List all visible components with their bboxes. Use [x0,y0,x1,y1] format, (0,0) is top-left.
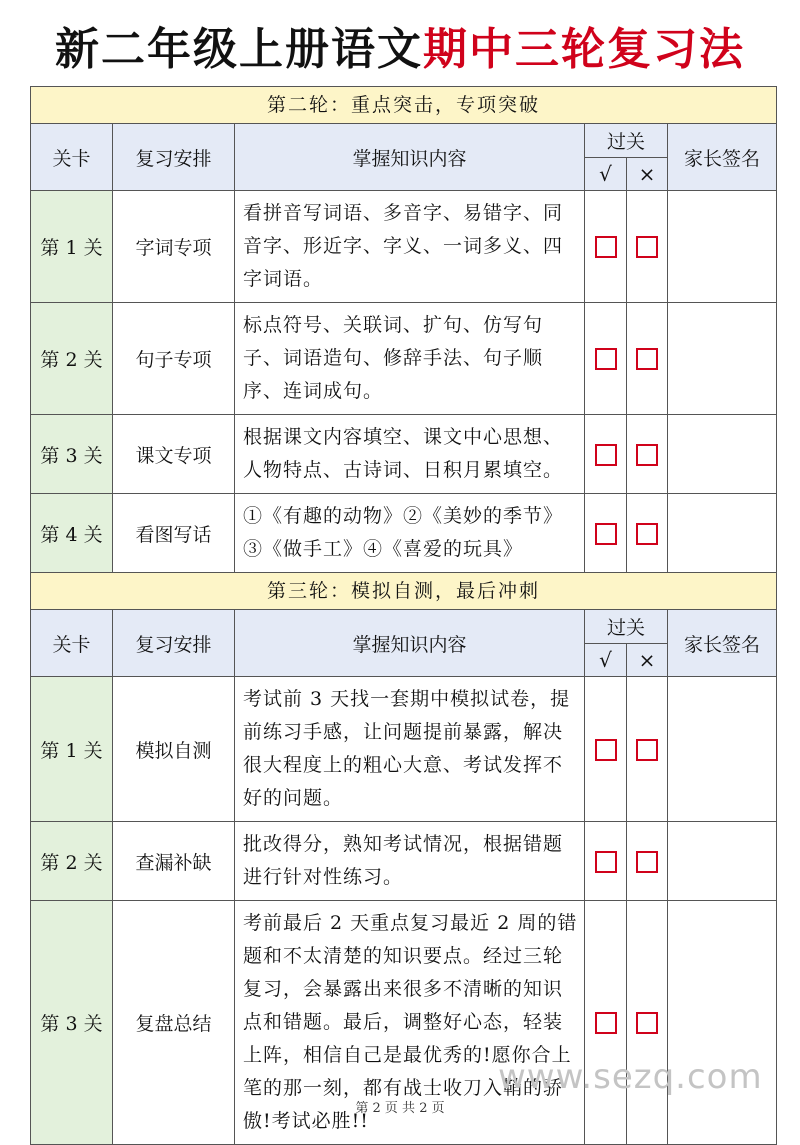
header-level: 关卡 [31,610,113,677]
pass-checkbox[interactable] [595,444,617,466]
header-row [31,610,777,644]
plan-cell: 课文专项 [113,415,235,494]
header-pass: 过关 [585,124,668,158]
page-title-part1: 新二年级上册语文 [55,24,423,75]
pass-checkbox[interactable] [595,739,617,761]
plan-cell: 查漏补缺 [113,822,235,901]
header-content: 掌握知识内容 [235,124,585,191]
table-row [31,415,777,494]
table-row [31,303,777,415]
table-row [31,822,777,901]
header-cross: × [627,643,668,677]
parent-signature-cell[interactable] [668,415,777,494]
fail-checkbox[interactable] [636,236,658,258]
content-cell: 批改得分，熟知考试情况，根据错题进行针对性练习。 [235,822,585,901]
plan-cell: 复盘总结 [113,901,235,1145]
pass-check-cell [585,303,627,415]
header-plan: 复习安排 [113,610,235,677]
header-plan: 复习安排 [113,124,235,191]
content-cell: 根据课文内容填空、课文中心思想、人物特点、古诗词、日积月累填空。 [235,415,585,494]
content-cell: 标点符号、关联词、扩句、仿写句子、词语造句、修辞手法、句子顺序、连词成句。 [235,303,585,415]
table-row [31,191,777,303]
parent-signature-cell[interactable] [668,191,777,303]
header-row [31,124,777,158]
parent-signature-cell[interactable] [668,822,777,901]
page-footer: 第 2 页 共 2 页 [355,1101,445,1116]
level-cell: 第 2 关 [31,822,113,901]
level-cell: 第 1 关 [31,677,113,822]
header-check: √ [585,643,627,677]
fail-check-cell [627,822,668,901]
header-check: √ [585,157,627,191]
pass-check-cell [585,494,627,573]
level-cell: 第 4 关 [31,494,113,573]
header-level: 关卡 [31,124,113,191]
plan-cell: 字词专项 [113,191,235,303]
pass-check-cell [585,822,627,901]
fail-checkbox[interactable] [636,1012,658,1034]
watermark: www.sezq.com [498,1057,763,1097]
fail-checkbox[interactable] [636,739,658,761]
fail-checkbox[interactable] [636,851,658,873]
parent-signature-cell[interactable] [668,494,777,573]
level-cell: 第 2 关 [31,303,113,415]
plan-cell: 模拟自测 [113,677,235,822]
fail-check-cell [627,191,668,303]
content-cell: 考试前 3 天找一套期中模拟试卷，提前练习手感，让问题提前暴露，解决很大程度上的粗心大意、考试发挥不好的问题。 [235,677,585,822]
content-cell: 考前最后 2 天重点复习最近 2 周的错题和不太清楚的知识要点。经过三轮复习，会暴露出来很多不清晰的知识点和错题。最后，调整好心态，轻装上阵，相信自己是最优秀的!愿你合上笔的那一刻，都有战士收刀入鞘的骄傲!考试必胜!! [235,901,585,1145]
level-cell: 第 1 关 [31,191,113,303]
round-title: 第三轮：模拟自测，最后冲刺 [31,573,777,610]
fail-check-cell [627,494,668,573]
fail-checkbox[interactable] [636,523,658,545]
fail-check-cell [627,303,668,415]
parent-signature-cell[interactable] [668,303,777,415]
level-cell: 第 3 关 [31,415,113,494]
plan-cell: 句子专项 [113,303,235,415]
pass-check-cell [585,415,627,494]
fail-checkbox[interactable] [636,348,658,370]
level-cell: 第 3 关 [31,901,113,1145]
content-cell: 看拼音写词语、多音字、易错字、同音字、形近字、字义、一词多义、四字词语。 [235,191,585,303]
fail-check-cell [627,415,668,494]
round-title: 第二轮：重点突击，专项突破 [31,87,777,124]
pass-checkbox[interactable] [595,236,617,258]
page-title [0,22,800,78]
header-parent-signature: 家长签名 [668,610,777,677]
parent-signature-cell[interactable] [668,677,777,822]
pass-checkbox[interactable] [595,851,617,873]
fail-check-cell [627,677,668,822]
pass-check-cell [585,677,627,822]
review-table [30,86,777,1145]
page-title-part2: 期中三轮复习法 [423,24,745,75]
pass-checkbox[interactable] [595,1012,617,1034]
pass-checkbox[interactable] [595,523,617,545]
header-content: 掌握知识内容 [235,610,585,677]
table-row [31,677,777,822]
round-title-row [31,87,777,124]
pass-checkbox[interactable] [595,348,617,370]
pass-check-cell [585,191,627,303]
header-pass: 过关 [585,610,668,644]
round-title-row [31,573,777,610]
plan-cell: 看图写话 [113,494,235,573]
table-row [31,494,777,573]
content-cell: ①《有趣的动物》②《美妙的季节》③《做手工》④《喜爱的玩具》 [235,494,585,573]
fail-checkbox[interactable] [636,444,658,466]
header-parent-signature: 家长签名 [668,124,777,191]
header-cross: × [627,157,668,191]
